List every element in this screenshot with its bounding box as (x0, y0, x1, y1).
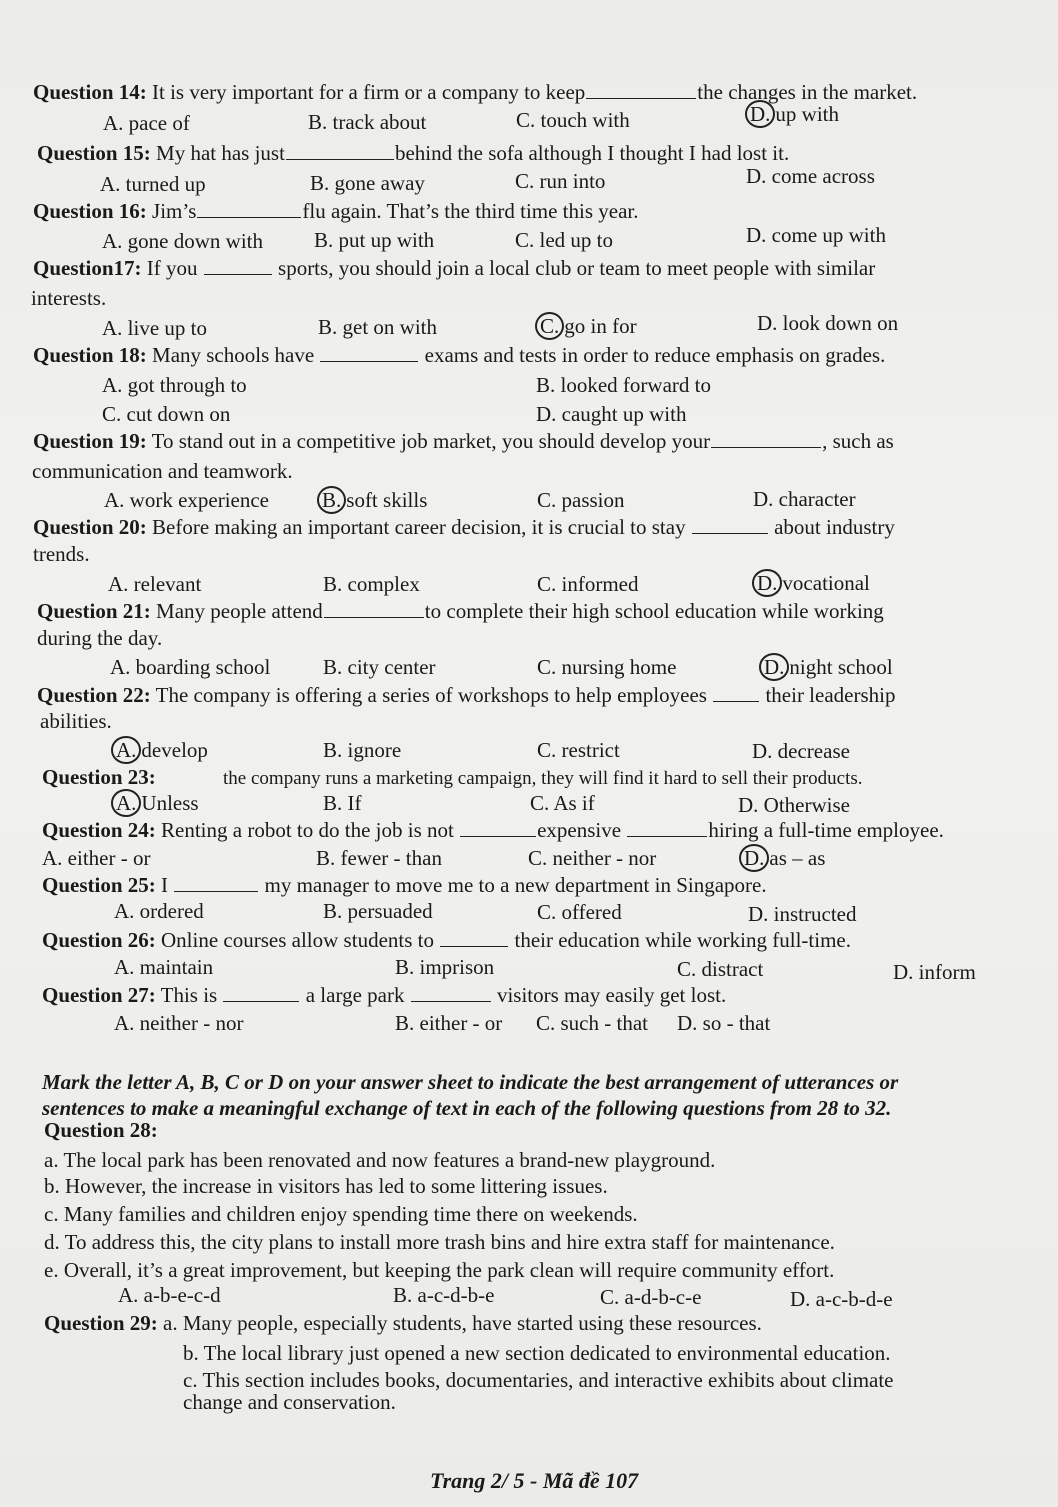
question-24-stem: Question 24: Renting a robot to do the job is not expensive hiring a full-time employee. (42, 818, 944, 842)
option-a: A. boarding school (110, 655, 271, 679)
option-a: A. ordered (114, 899, 204, 923)
option-d: D. vocational (757, 573, 870, 594)
sentence-a: a. The local park has been renovated and now features a brand-new playground. (44, 1148, 716, 1172)
option-b: B. get on with (318, 315, 437, 339)
question-26-stem: Question 26: Online courses allow students to their education while working full-time. (42, 928, 851, 952)
option-a: A. live up to (102, 316, 207, 340)
option-a: A. got through to (102, 373, 247, 397)
option-c: C. restrict (537, 738, 620, 762)
option-c: C. passion (537, 488, 625, 512)
sentence-c: c. This section includes books, documentaries, and interactive exhibits about climate (183, 1368, 894, 1392)
option-a: A. gone down with (102, 229, 263, 253)
section-instruction-line-2: sentences to make a meaningful exchange of text in each of the following questions from 28 to 32. (42, 1096, 892, 1120)
option-b: B. gone away (310, 171, 425, 195)
option-a: A. either - or (42, 846, 151, 870)
option-a: A. pace of (103, 111, 190, 135)
option-b: B. persuaded (323, 899, 433, 923)
option-b: B. ignore (323, 738, 402, 762)
option-c: C. informed (537, 572, 639, 596)
option-b: B. put up with (314, 228, 435, 252)
sentence-c-continued: change and conservation. (183, 1390, 396, 1414)
option-b: B. soft skills (322, 490, 427, 511)
sentence-b: b. The local library just opened a new section dedicated to environmental education. (183, 1341, 891, 1365)
option-d: D. come across (746, 164, 875, 188)
option-a: A. a-b-e-c-d (118, 1283, 221, 1307)
question-29-stem: Question 29: a. Many people, especially students, have started using these resources. (44, 1311, 762, 1335)
option-b: B. If (323, 791, 362, 815)
option-d: D. as – as (744, 848, 825, 869)
option-c: C. such - that (536, 1011, 648, 1035)
answer-circle: C. (535, 312, 564, 340)
question-18-stem: Question 18: Many schools have exams and tests in order to reduce emphasis on grades. (33, 343, 886, 367)
exam-page: Question 14: It is very important for a firm or a company to keep the changes in the market. A. pace of B. track about C. touch with D. up with Question 15: My hat has just behind the sofa although I thought I had lost it. A. turned up B. gone away C. run into D. come across Question 16: Jim’s flu again. That’s the third time this year. A. gone down with B. put up with C. led up to D. come up with Question17: If you sports, you should join a local club or team to meet people with similar interests. A. live up to B. get on with C. go in for D. look down on Question 18: Many schools have exams and tests in order to reduce emphasis on grades. A. got through to B. looked forward to C. cut down on D. caught up with Question 19: To stand out in a competitive job market, you should develop your , such as communication and teamwork. A. work experience B. soft skills C. passion D. character Question 20: Before making an important career decision, it is crucial to stay about industry trends. A. relevant B. complex C. informed D. vocational Question 21: Many people attend to complete their high school education while working during the day. A. boarding school B. city center C. nursing home D. night school Question 22: The company is offering a series of workshops to help employees their leadership abilities. A. develop B. ignore C. restrict D. decrease Question 23: the company runs a marketing campaign, they will find it hard to sell their products. A. Unless B. If C. As if D. Otherwise Question 24: Renting a robot to do the job is not expensive hiring a full-time employee. A. either - or B. fewer - than C. neither - nor D. as – as Question 25: I my manager to move me to a new department in Singapore. A. ordered B. persuaded C. offered D. instructed Question 26: Online courses allow students to their education while working full-time. A. maintain B. imprison C. distract D. inform Question 27: This is a large park visitors may easily get lost. A. neither - nor B. either - or C. such - that D. so - that Mark the letter A, B, C or D on your answer sheet to indicate the best arrangement of utterances or sentences to make a meaningful exchange of text in each of the following questions from 28 to 32. Question 28: a. The local park has been renovated and now features a brand-new playground. b. However, the increase in visitors has led to some littering issues. c. Many families and children enjoy spending time there on weekends. d. To address this, the city plans to install more trash bins and hire extra staff for maintenance. e. Overall, it’s a great improvement, but keeping the park clean will require community effort. A. a-b-e-c-d B. a-c-d-b-e C. a-d-b-c-e D. a-c-b-d-e Question 29: a. Many people, especially students, have started using these resources. b. The local library just opened a new section dedicated to environmental education. c. This section includes books, documentaries, and interactive exhibits about climate change and conservation. Trang 2/ 5 - Mã đề 107 (0, 0, 1058, 1507)
option-c: C. offered (537, 900, 622, 924)
answer-circle: A. (111, 789, 141, 817)
question-label: Question 14: (33, 80, 147, 104)
option-c: C. cut down on (102, 402, 231, 426)
option-c: C. nursing home (537, 655, 677, 679)
option-a: A. relevant (108, 572, 202, 596)
answer-blank (586, 97, 696, 99)
option-b: B. either - or (395, 1011, 503, 1035)
option-c: C. touch with (516, 108, 630, 132)
option-b: B. complex (323, 572, 420, 596)
option-d: D. up with (750, 104, 839, 125)
sentence-d: d. To address this, the city plans to install more trash bins and hire extra staff for maintenance. (44, 1230, 835, 1254)
option-a: A. work experience (104, 488, 270, 512)
option-d: D. Otherwise (738, 793, 850, 817)
answer-circle: D. (745, 100, 775, 128)
option-b: B. a-c-d-b-e (393, 1283, 495, 1307)
option-a: A. turned up (100, 172, 206, 196)
question-19-stem: Question 19: To stand out in a competitive job market, you should develop your , such as (33, 429, 894, 453)
option-d: D. caught up with (536, 402, 687, 426)
option-b: B. city center (323, 655, 436, 679)
question-25-stem: Question 25: I my manager to move me to a new department in Singapore. (42, 873, 767, 897)
option-d: D. decrease (752, 739, 850, 763)
sentence-e: e. Overall, it’s a great improvement, but keeping the park clean will require community effort. (44, 1258, 835, 1282)
option-c: C. distract (677, 957, 764, 981)
option-a: A. neither - nor (114, 1011, 244, 1035)
option-c: C. run into (515, 169, 606, 193)
option-d: D. look down on (757, 311, 899, 335)
question-22-stem: Question 22: The company is offering a series of workshops to help employees their leadership (37, 683, 896, 707)
option-b: B. looked forward to (536, 373, 711, 397)
answer-circle: D. (759, 653, 789, 681)
option-b: B. track about (308, 110, 427, 134)
option-a: A. maintain (114, 955, 214, 979)
option-d: D. a-c-b-d-e (790, 1287, 893, 1311)
page-footer: Trang 2/ 5 - Mã đề 107 (430, 1468, 639, 1493)
question-17-stem: Question17: If you sports, you should join a local club or team to meet people with similar (33, 256, 876, 280)
option-d: D. night school (764, 657, 893, 678)
question-23-stem: Question 23: the company runs a marketing campaign, they will find it hard to sell their products. (42, 765, 863, 789)
option-c: C. go in for (540, 316, 637, 337)
answer-circle: D. (752, 569, 782, 597)
answer-circle: A. (111, 736, 141, 764)
option-a: A. Unless (116, 793, 199, 814)
option-c: C. neither - nor (528, 846, 657, 870)
question-14-stem: Question 14: It is very important for a firm or a company to keep the changes in the market. (33, 80, 918, 104)
option-a: A. develop (116, 740, 208, 761)
sentence-c: c. Many families and children enjoy spending time there on weekends. (44, 1202, 638, 1226)
question-21-stem: Question 21: Many people attend to complete their high school education while working (37, 599, 884, 623)
question-15-stem: Question 15: My hat has just behind the sofa although I thought I had lost it. (37, 141, 790, 165)
option-b: B. fewer - than (316, 846, 442, 870)
answer-circle: B. (317, 486, 346, 514)
option-c: C. a-d-b-c-e (600, 1285, 702, 1309)
section-instruction-line-1: Mark the letter A, B, C or D on your answer sheet to indicate the best arrangement of utterances or (42, 1070, 899, 1094)
option-d: D. instructed (748, 902, 857, 926)
question-16-stem: Question 16: Jim’s flu again. That’s the third time this year. (33, 199, 639, 223)
question-27-stem: Question 27: This is a large park visitors may easily get lost. (42, 983, 727, 1007)
option-b: B. imprison (395, 955, 495, 979)
option-d: D. character (753, 487, 856, 511)
option-d: D. inform (893, 960, 976, 984)
sentence-b: b. However, the increase in visitors has led to some littering issues. (44, 1174, 608, 1198)
option-d: D. so - that (677, 1011, 771, 1035)
option-c: C. led up to (515, 228, 613, 252)
question-28-label: Question 28: (44, 1118, 158, 1142)
answer-circle: D. (739, 844, 769, 872)
option-c: C. As if (530, 791, 595, 815)
question-20-stem: Question 20: Before making an important career decision, it is crucial to stay about industry (33, 515, 895, 539)
option-d: D. come up with (746, 223, 886, 247)
